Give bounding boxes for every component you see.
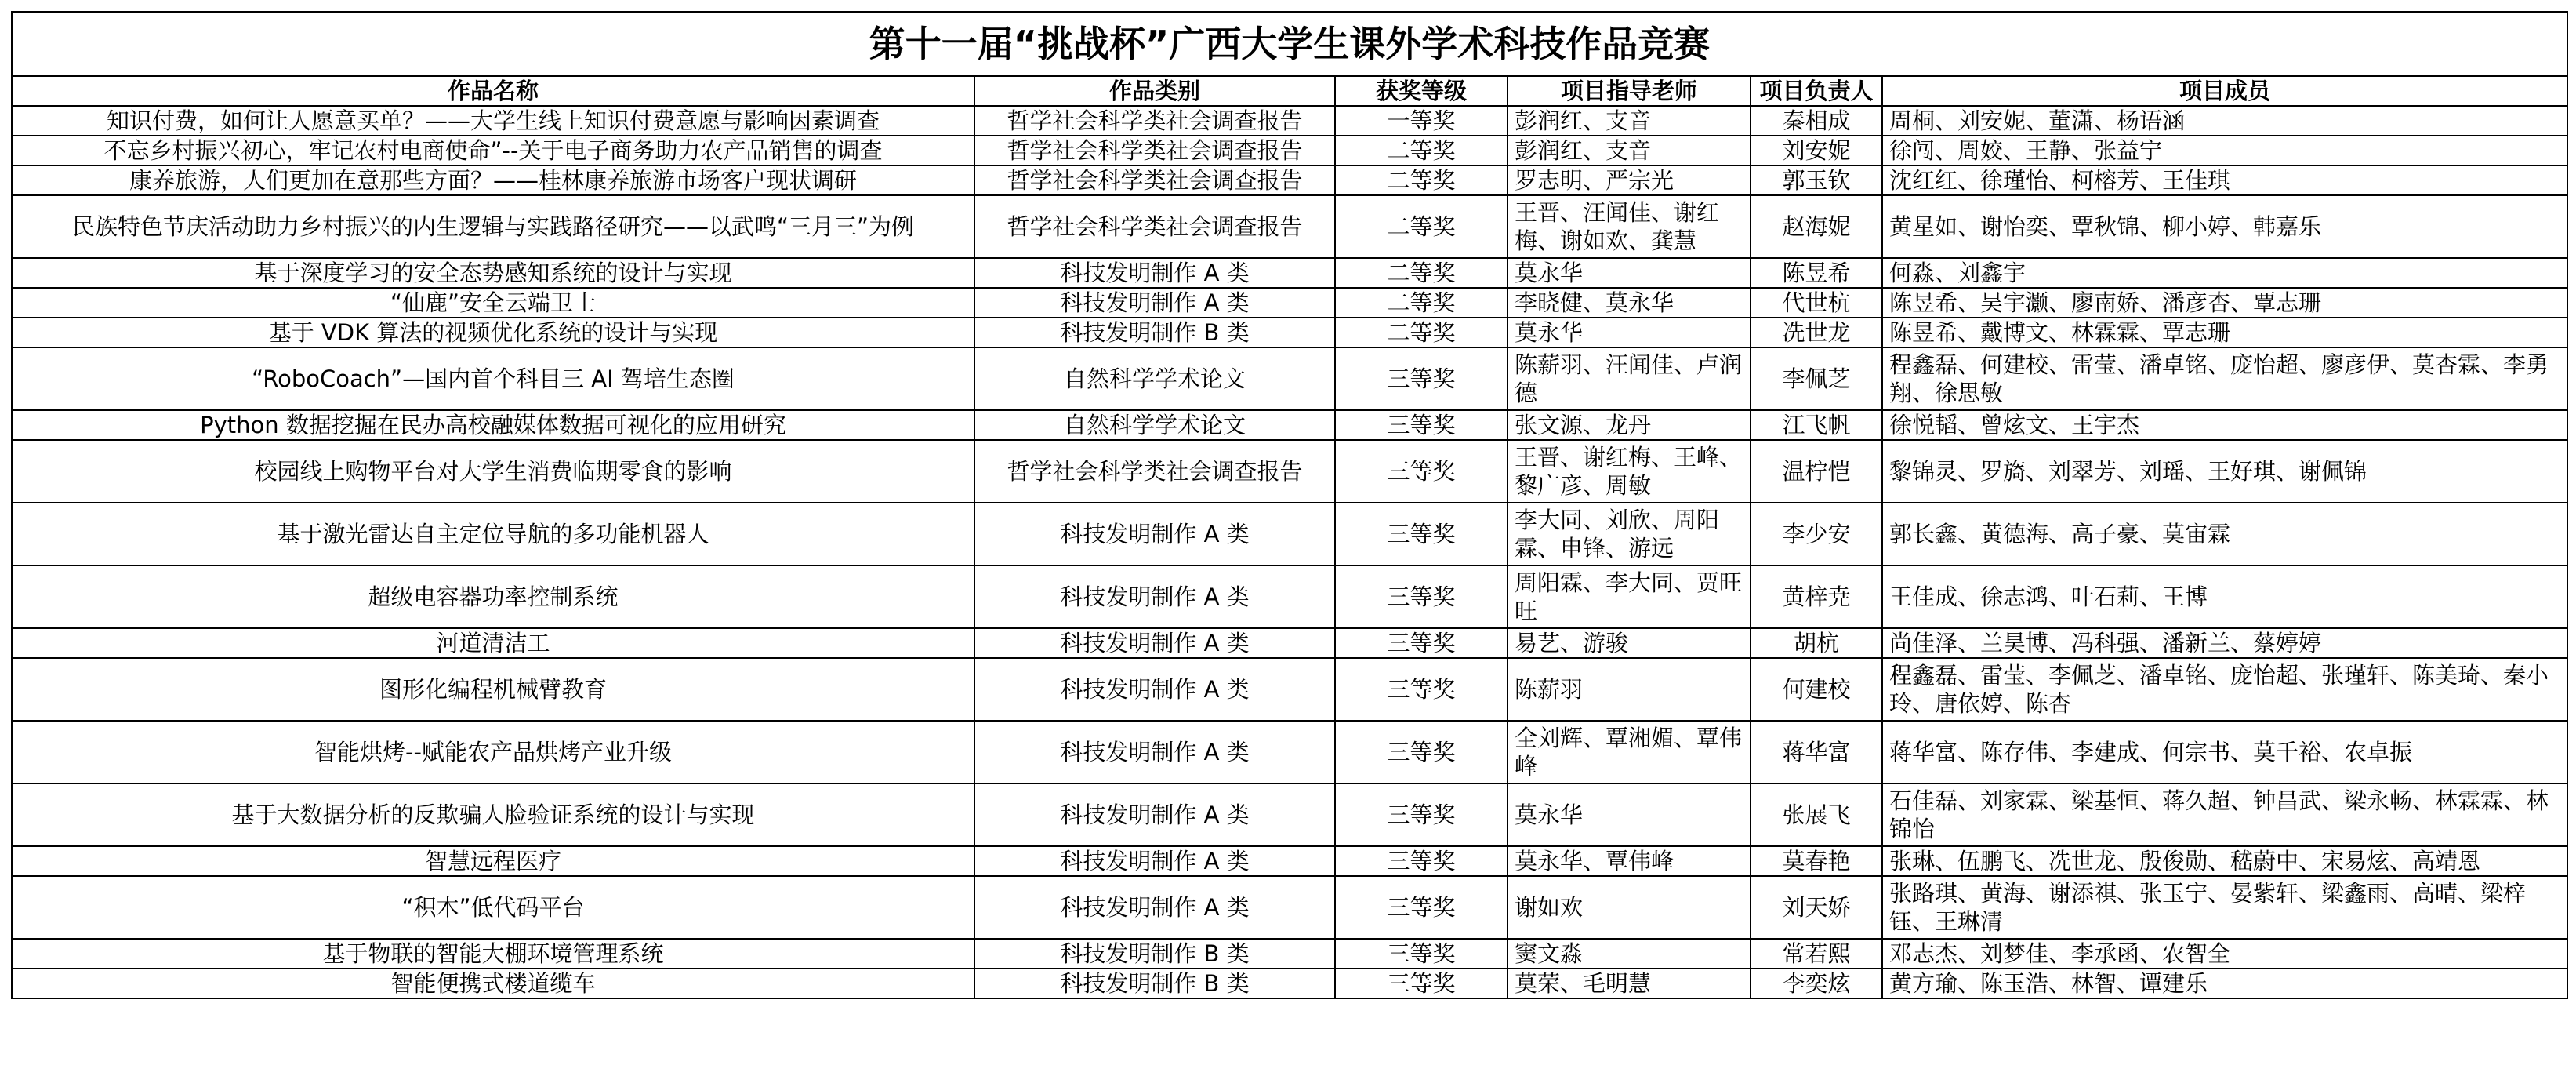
cell-award: 一等奖: [1335, 106, 1508, 136]
cell-award: 三等奖: [1335, 658, 1508, 721]
cell-category: 哲学社会科学类社会调查报告: [974, 106, 1335, 136]
cell-leader: 何建校: [1751, 658, 1882, 721]
cell-advisor: 王晋、谢红梅、王峰、黎广彦、周敏: [1508, 440, 1751, 503]
cell-award: 三等奖: [1335, 628, 1508, 658]
cell-advisor: 全刘辉、覃湘媚、覃伟峰: [1508, 721, 1751, 783]
cell-category: 科技发明制作 B 类: [974, 939, 1335, 969]
header-leader: 项目负责人: [1751, 76, 1882, 106]
cell-members: 王佳成、徐志鸿、叶石莉、王博: [1882, 565, 2567, 628]
cell-leader: 秦相成: [1751, 106, 1882, 136]
cell-advisor: 莫永华: [1508, 783, 1751, 846]
header-members: 项目成员: [1882, 76, 2567, 106]
table-row: [12, 165, 2567, 195]
cell-advisor: 莫永华: [1508, 318, 1751, 347]
cell-leader: 张展飞: [1751, 783, 1882, 846]
cell-category: 科技发明制作 A 类: [974, 658, 1335, 721]
table-row: [12, 195, 2567, 258]
cell-award: 三等奖: [1335, 410, 1508, 440]
cell-members: 沈红红、徐瑾怡、柯榕芳、王佳琪: [1882, 165, 2567, 195]
table-row: [12, 347, 2567, 410]
cell-members: 黎锦灵、罗旖、刘翠芳、刘瑶、王好琪、谢佩锦: [1882, 440, 2567, 503]
cell-category: 哲学社会科学类社会调查报告: [974, 195, 1335, 258]
cell-category: 科技发明制作 A 类: [974, 288, 1335, 318]
cell-work-name: 图形化编程机械臂教育: [12, 658, 974, 721]
cell-category: 哲学社会科学类社会调查报告: [974, 165, 1335, 195]
table-row: [12, 318, 2567, 347]
cell-category: 科技发明制作 A 类: [974, 721, 1335, 783]
cell-leader: 温柠恺: [1751, 440, 1882, 503]
cell-award: 二等奖: [1335, 288, 1508, 318]
cell-leader: 蒋华富: [1751, 721, 1882, 783]
cell-members: 程鑫磊、何建校、雷莹、潘卓铭、庞怡超、廖彦伊、莫杏霖、李勇翔、徐思敏: [1882, 347, 2567, 410]
cell-members: 尚佳泽、兰昊博、冯科强、潘新兰、蔡婷婷: [1882, 628, 2567, 658]
cell-award: 三等奖: [1335, 503, 1508, 565]
cell-members: 徐悦韬、曾炫文、王宇杰: [1882, 410, 2567, 440]
cell-members: 徐闯、周姣、王静、张益宁: [1882, 136, 2567, 165]
cell-work-name: 康养旅游，人们更加在意那些方面？——桂林康养旅游市场客户现状调研: [12, 165, 974, 195]
header-category: 作品类别: [974, 76, 1335, 106]
table-row: [12, 783, 2567, 846]
cell-advisor: 彭润红、支音: [1508, 136, 1751, 165]
cell-work-name: “仙鹿”安全云端卫士: [12, 288, 974, 318]
table-row: [12, 721, 2567, 783]
cell-work-name: “RoboCoach”—国内首个科目三 AI 驾培生态圈: [12, 347, 974, 410]
cell-work-name: 基于激光雷达自主定位导航的多功能机器人: [12, 503, 974, 565]
table-row: [12, 939, 2567, 969]
cell-award: 二等奖: [1335, 136, 1508, 165]
table-row: [12, 410, 2567, 440]
table-row: [12, 258, 2567, 288]
cell-members: 郭长鑫、黄德海、高子豪、莫宙霖: [1882, 503, 2567, 565]
cell-members: 黄方瑜、陈玉浩、林智、谭建乐: [1882, 969, 2567, 998]
cell-award: 三等奖: [1335, 347, 1508, 410]
cell-award: 三等奖: [1335, 783, 1508, 846]
header-award: 获奖等级: [1335, 76, 1508, 106]
cell-category: 哲学社会科学类社会调查报告: [974, 136, 1335, 165]
cell-category: 自然科学学术论文: [974, 410, 1335, 440]
table-title: 第十一届“挑战杯”广西大学生课外学术科技作品竞赛: [12, 12, 2567, 76]
cell-members: 陈昱希、吴宇灏、廖南娇、潘彦杏、覃志珊: [1882, 288, 2567, 318]
cell-award: 三等奖: [1335, 876, 1508, 939]
cell-category: 科技发明制作 A 类: [974, 565, 1335, 628]
cell-advisor: 张文源、龙丹: [1508, 410, 1751, 440]
table-row: [12, 288, 2567, 318]
cell-members: 蒋华富、陈存伟、李建成、何宗书、莫千裕、农卓振: [1882, 721, 2567, 783]
cell-leader: 赵海妮: [1751, 195, 1882, 258]
cell-work-name: 知识付费，如何让人愿意买单？——大学生线上知识付费意愿与影响因素调查: [12, 106, 974, 136]
header-name: 作品名称: [12, 76, 974, 106]
cell-work-name: 基于物联的智能大棚环境管理系统: [12, 939, 974, 969]
cell-advisor: 彭润红、支音: [1508, 106, 1751, 136]
cell-work-name: 智慧远程医疗: [12, 846, 974, 876]
cell-work-name: 河道清洁工: [12, 628, 974, 658]
cell-advisor: 莫永华、覃伟峰: [1508, 846, 1751, 876]
cell-award: 二等奖: [1335, 318, 1508, 347]
table-row: [12, 969, 2567, 998]
cell-work-name: 智能便携式楼道缆车: [12, 969, 974, 998]
table-row: [12, 846, 2567, 876]
cell-category: 自然科学学术论文: [974, 347, 1335, 410]
cell-members: 何淼、刘鑫宇: [1882, 258, 2567, 288]
cell-work-name: 基于大数据分析的反欺骗人脸验证系统的设计与实现: [12, 783, 974, 846]
cell-award: 二等奖: [1335, 258, 1508, 288]
table-row: [12, 658, 2567, 721]
cell-advisor: 李大同、刘欣、周阳霖、申锋、游远: [1508, 503, 1751, 565]
cell-award: 三等奖: [1335, 969, 1508, 998]
table-row: [12, 440, 2567, 503]
cell-members: 程鑫磊、雷莹、李佩芝、潘卓铭、庞怡超、张瑾轩、陈美琦、秦小玲、唐依婷、陈杏: [1882, 658, 2567, 721]
cell-work-name: 智能烘烤--赋能农产品烘烤产业升级: [12, 721, 974, 783]
cell-members: 邓志杰、刘梦佳、李承函、农智全: [1882, 939, 2567, 969]
cell-leader: 莫春艳: [1751, 846, 1882, 876]
cell-award: 三等奖: [1335, 721, 1508, 783]
cell-work-name: 基于深度学习的安全态势感知系统的设计与实现: [12, 258, 974, 288]
table-row: [12, 503, 2567, 565]
cell-award: 二等奖: [1335, 195, 1508, 258]
cell-members: 陈昱希、戴博文、林霖霖、覃志珊: [1882, 318, 2567, 347]
cell-advisor: 谢如欢: [1508, 876, 1751, 939]
cell-work-name: 民族特色节庆活动助力乡村振兴的内生逻辑与实践路径研究——以武鸣“三月三”为例: [12, 195, 974, 258]
cell-work-name: Python 数据挖掘在民办高校融媒体数据可视化的应用研究: [12, 410, 974, 440]
table-row: [12, 628, 2567, 658]
cell-award: 三等奖: [1335, 440, 1508, 503]
cell-award: 二等奖: [1335, 165, 1508, 195]
cell-members: 张琳、伍鹏飞、冼世龙、殷俊勋、嵇蔚中、宋易炫、高靖恩: [1882, 846, 2567, 876]
cell-work-name: 不忘乡村振兴初心，牢记农村电商使命”--关于电子商务助力农产品销售的调查: [12, 136, 974, 165]
cell-leader: 江飞帆: [1751, 410, 1882, 440]
table-row: [12, 106, 2567, 136]
cell-advisor: 陈薪羽: [1508, 658, 1751, 721]
table-row: [12, 565, 2567, 628]
cell-members: 石佳磊、刘家霖、梁基恒、蒋久超、钟昌武、梁永畅、林霖霖、林锦怡: [1882, 783, 2567, 846]
cell-leader: 李少安: [1751, 503, 1882, 565]
cell-category: 科技发明制作 B 类: [974, 969, 1335, 998]
cell-award: 三等奖: [1335, 846, 1508, 876]
award-table: [11, 11, 2568, 999]
cell-advisor: 王晋、汪闻佳、谢红梅、谢如欢、龚慧: [1508, 195, 1751, 258]
table-body: [12, 106, 2567, 998]
cell-advisor: 陈薪羽、汪闻佳、卢润德: [1508, 347, 1751, 410]
cell-leader: 代世杭: [1751, 288, 1882, 318]
cell-advisor: 周阳霖、李大同、贾旺旺: [1508, 565, 1751, 628]
cell-award: 三等奖: [1335, 565, 1508, 628]
cell-advisor: 罗志明、严宗光: [1508, 165, 1751, 195]
spreadsheet: [11, 11, 2567, 999]
cell-work-name: “积木”低代码平台: [12, 876, 974, 939]
cell-members: 黄星如、谢怡奕、覃秋锦、柳小婷、韩嘉乐: [1882, 195, 2567, 258]
cell-leader: 胡杭: [1751, 628, 1882, 658]
cell-leader: 冼世龙: [1751, 318, 1882, 347]
cell-category: 科技发明制作 B 类: [974, 318, 1335, 347]
cell-award: 三等奖: [1335, 939, 1508, 969]
cell-leader: 刘天娇: [1751, 876, 1882, 939]
header-row: [12, 76, 2567, 106]
cell-work-name: 基于 VDK 算法的视频优化系统的设计与实现: [12, 318, 974, 347]
cell-advisor: 易艺、游骏: [1508, 628, 1751, 658]
cell-work-name: 校园线上购物平台对大学生消费临期零食的影响: [12, 440, 974, 503]
cell-members: 张路琪、黄海、谢添祺、张玉宁、晏紫轩、梁鑫雨、高晴、梁梓钰、王琳清: [1882, 876, 2567, 939]
cell-leader: 黄梓尭: [1751, 565, 1882, 628]
cell-members: 周桐、刘安妮、董潇、杨语涵: [1882, 106, 2567, 136]
cell-category: 科技发明制作 A 类: [974, 876, 1335, 939]
cell-advisor: 李晓健、莫永华: [1508, 288, 1751, 318]
cell-category: 科技发明制作 A 类: [974, 628, 1335, 658]
cell-leader: 陈昱希: [1751, 258, 1882, 288]
table-row: [12, 136, 2567, 165]
cell-category: 科技发明制作 A 类: [974, 258, 1335, 288]
cell-leader: 郭玉钦: [1751, 165, 1882, 195]
cell-category: 科技发明制作 A 类: [974, 846, 1335, 876]
cell-category: 科技发明制作 A 类: [974, 503, 1335, 565]
cell-leader: 李佩芝: [1751, 347, 1882, 410]
cell-advisor: 窦文淼: [1508, 939, 1751, 969]
cell-category: 科技发明制作 A 类: [974, 783, 1335, 846]
cell-leader: 常若熙: [1751, 939, 1882, 969]
cell-work-name: 超级电容器功率控制系统: [12, 565, 974, 628]
cell-advisor: 莫荣、毛明慧: [1508, 969, 1751, 998]
cell-leader: 李奕炫: [1751, 969, 1882, 998]
cell-category: 哲学社会科学类社会调查报告: [974, 440, 1335, 503]
cell-leader: 刘安妮: [1751, 136, 1882, 165]
cell-advisor: 莫永华: [1508, 258, 1751, 288]
header-advisor: 项目指导老师: [1508, 76, 1751, 106]
table-row: [12, 876, 2567, 939]
